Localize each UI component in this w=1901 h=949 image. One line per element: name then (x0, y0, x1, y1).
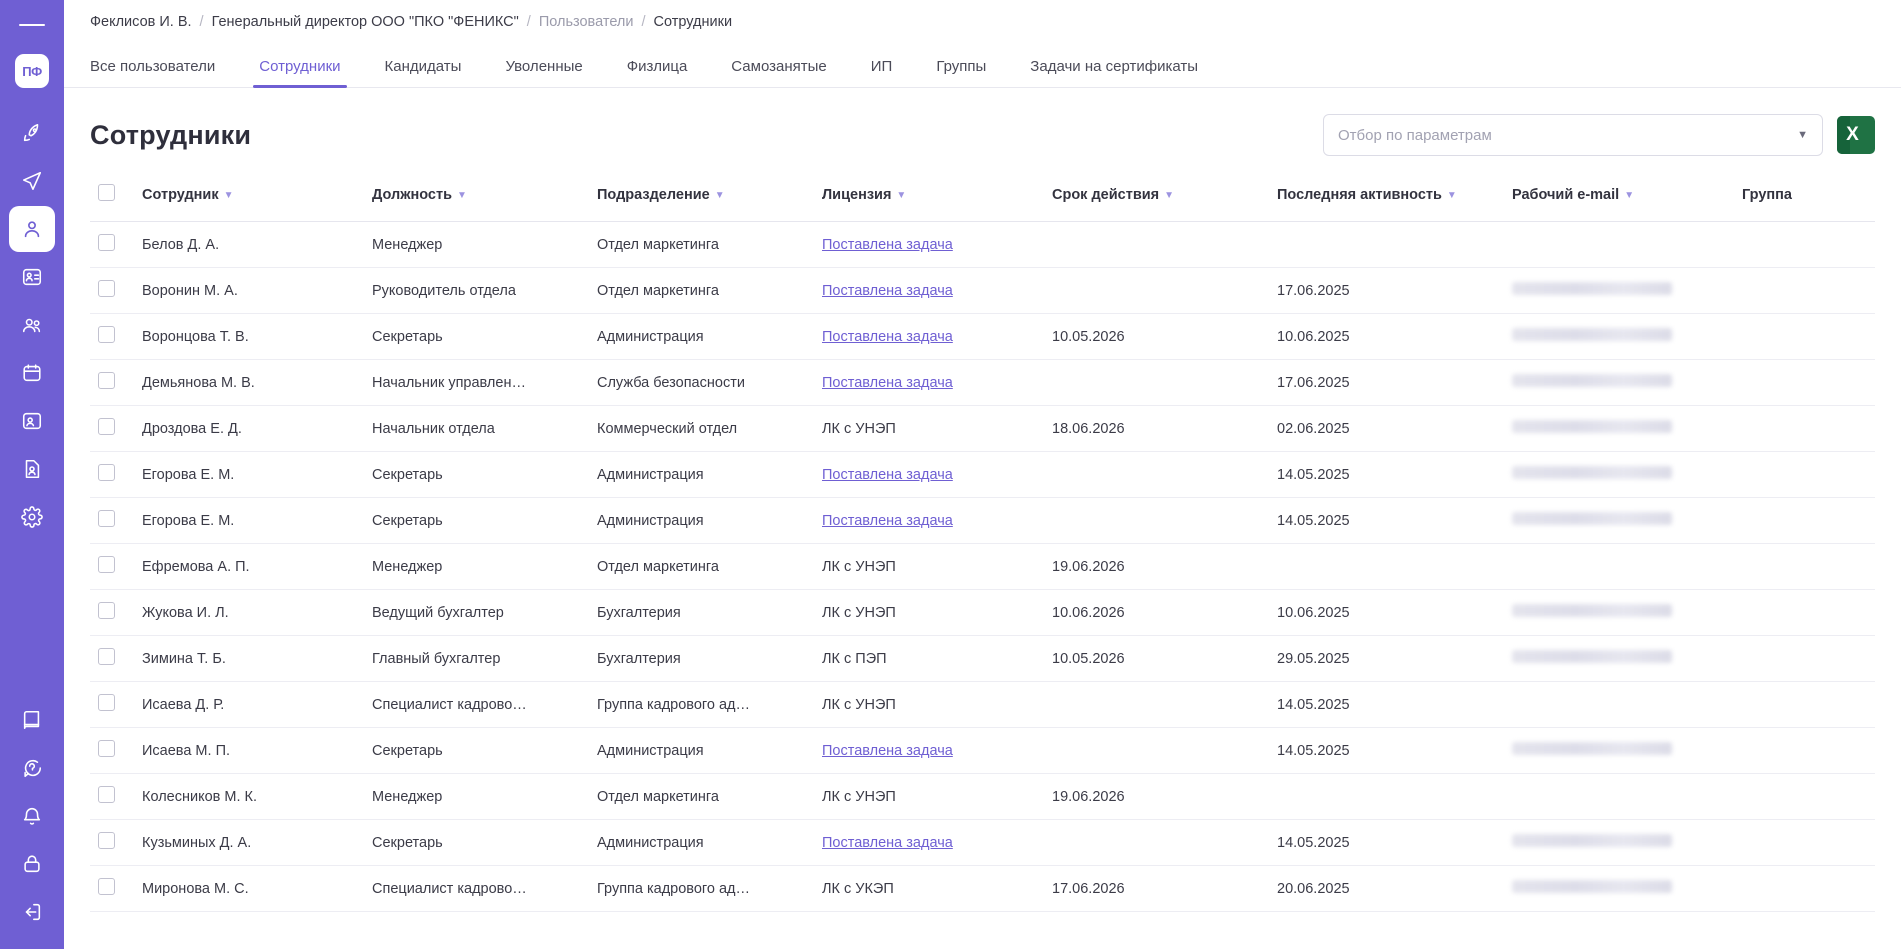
cell-department: Администрация (589, 820, 814, 866)
table-row[interactable] (90, 774, 1875, 820)
breadcrumb-separator-2: / (526, 14, 531, 30)
email-masked (1512, 650, 1672, 663)
table-row[interactable] (90, 682, 1875, 728)
breadcrumb-separator: / (199, 14, 204, 30)
row-select-cell (90, 682, 134, 728)
email-masked (1512, 282, 1672, 295)
cell-last-activity (1269, 544, 1504, 590)
cell-license[interactable] (814, 222, 1044, 268)
cell-license: ЛК с УНЭП (814, 544, 1044, 590)
table-row[interactable] (90, 222, 1875, 268)
cell-term: 19.06.2026 (1044, 774, 1269, 820)
tab-all-users[interactable]: Все пользователи (90, 58, 216, 75)
license-task-link[interactable]: Поставлена задача (822, 328, 953, 345)
cell-email (1504, 544, 1734, 590)
cell-employee-name: Миронова М. С. (134, 866, 364, 912)
cell-group (1734, 452, 1875, 498)
cell-employee-name: Воронин М. А. (134, 268, 364, 314)
chevron-down-icon: ▼ (1797, 129, 1808, 141)
cell-last-activity: 14.05.2025 (1269, 682, 1504, 728)
cell-last-activity: 17.06.2025 (1269, 268, 1504, 314)
row-checkbox[interactable] (98, 786, 115, 803)
cell-term (1044, 360, 1269, 406)
cell-last-activity (1269, 222, 1504, 268)
cell-position: Секретарь (364, 728, 589, 774)
cell-position: Секретарь (364, 314, 589, 360)
cell-department: Администрация (589, 452, 814, 498)
sidebar-item-user-settings[interactable] (9, 398, 55, 444)
cell-employee-name: Исаева Д. Р. (134, 682, 364, 728)
table-row[interactable] (90, 728, 1875, 774)
license-task-link[interactable]: Поставлена задача (822, 236, 953, 253)
cell-department: Служба безопасности (589, 360, 814, 406)
tab-individuals[interactable]: Физлица (626, 58, 688, 75)
tab-self-employed[interactable]: Самозанятые (731, 58, 827, 75)
cell-position: Главный бухгалтер (364, 636, 589, 682)
cell-employee-name: Дроздова Е. Д. (134, 406, 364, 452)
cell-last-activity: 17.06.2025 (1269, 360, 1504, 406)
row-select-cell (90, 452, 134, 498)
breadcrumb-current: Сотрудники (653, 14, 733, 30)
cell-group (1734, 590, 1875, 636)
row-checkbox[interactable] (98, 510, 115, 527)
cell-email (1504, 222, 1734, 268)
row-select-cell (90, 314, 134, 360)
row-select-cell (90, 406, 134, 452)
row-select-cell (90, 774, 134, 820)
cell-license: ЛК с УНЭП (814, 590, 1044, 636)
hamburger-icon[interactable] (17, 14, 47, 36)
cell-group (1734, 820, 1875, 866)
sidebar-item-notifications[interactable] (9, 793, 55, 839)
column-label-license: Лицензия (822, 186, 892, 203)
table-row[interactable] (90, 406, 1875, 452)
cell-group (1734, 866, 1875, 912)
table-row[interactable] (90, 268, 1875, 314)
cell-department: Администрация (589, 728, 814, 774)
cell-department: Группа кадрового ад… (589, 866, 814, 912)
cell-group (1734, 682, 1875, 728)
cell-term: 10.05.2026 (1044, 314, 1269, 360)
cell-email (1504, 774, 1734, 820)
cell-last-activity (1269, 774, 1504, 820)
table-row[interactable] (90, 360, 1875, 406)
cell-position: Менеджер (364, 774, 589, 820)
table-row[interactable] (90, 820, 1875, 866)
email-masked (1512, 328, 1672, 341)
cell-position: Секретарь (364, 452, 589, 498)
email-masked (1512, 466, 1672, 479)
cell-group (1734, 222, 1875, 268)
cell-license: ЛК с УКЭП (814, 866, 1044, 912)
row-select-cell (90, 222, 134, 268)
sidebar-item-settings[interactable] (9, 494, 55, 540)
sidebar-item-calendar[interactable] (9, 350, 55, 396)
row-select-cell (90, 866, 134, 912)
sidebar-item-logout[interactable] (9, 889, 55, 935)
tab-ip[interactable]: ИП (870, 58, 893, 75)
license-task-link[interactable]: Поставлена задача (822, 466, 953, 483)
page-title: Сотрудники (90, 119, 252, 150)
cell-term (1044, 728, 1269, 774)
filter-select[interactable] (1323, 114, 1823, 156)
cell-department: Администрация (589, 314, 814, 360)
cell-group (1734, 360, 1875, 406)
cell-position: Начальник отдела (364, 406, 589, 452)
row-checkbox[interactable] (98, 556, 115, 573)
cell-employee-name: Исаева М. П. (134, 728, 364, 774)
email-masked (1512, 880, 1672, 893)
table-row[interactable] (90, 452, 1875, 498)
sidebar-item-users[interactable] (9, 206, 55, 252)
breadcrumb-separator-3: / (641, 14, 646, 30)
sidebar-item-rocket[interactable] (9, 110, 55, 156)
sidebar-item-document-user[interactable] (9, 446, 55, 492)
license-task-link[interactable]: Поставлена задача (822, 282, 953, 299)
cell-employee-name: Жукова И. Л. (134, 590, 364, 636)
cell-term (1044, 498, 1269, 544)
sort-icon-term[interactable]: ▼ (1164, 189, 1175, 201)
cell-term (1044, 268, 1269, 314)
table-body (90, 222, 1875, 912)
column-header-position[interactable] (364, 174, 589, 222)
sort-icon-activity[interactable]: ▼ (1446, 189, 1457, 201)
header-actions (1323, 114, 1875, 156)
row-select-cell (90, 544, 134, 590)
cell-employee-name: Колесников М. К. (134, 774, 364, 820)
breadcrumb-user[interactable]: Феклисов И. В. (90, 14, 192, 30)
main-area (64, 0, 1901, 949)
cell-email (1504, 314, 1734, 360)
cell-position: Менеджер (364, 222, 589, 268)
excel-icon-label: X (1846, 124, 1859, 145)
cell-email (1504, 590, 1734, 636)
cell-term: 19.06.2026 (1044, 544, 1269, 590)
cell-email (1504, 866, 1734, 912)
email-masked (1512, 834, 1672, 847)
cell-term: 18.06.2026 (1044, 406, 1269, 452)
table-row[interactable] (90, 314, 1875, 360)
cell-employee-name: Егорова Е. М. (134, 498, 364, 544)
table-header-row (90, 174, 1875, 222)
cell-employee-name: Егорова Е. М. (134, 452, 364, 498)
cell-group (1734, 406, 1875, 452)
table-row[interactable] (90, 866, 1875, 912)
row-checkbox[interactable] (98, 602, 115, 619)
breadcrumb-section[interactable]: Пользователи (538, 14, 634, 30)
cell-group (1734, 314, 1875, 360)
cell-position: Начальник управлен… (364, 360, 589, 406)
cell-employee-name: Кузьминых Д. А. (134, 820, 364, 866)
license-task-link[interactable]: Поставлена задача (822, 742, 953, 759)
row-checkbox[interactable] (98, 878, 115, 895)
app-logo[interactable]: ПФ (15, 54, 49, 88)
cell-group (1734, 636, 1875, 682)
cell-license[interactable] (814, 728, 1044, 774)
cell-department: Группа кадрового ад… (589, 682, 814, 728)
cell-employee-name: Ефремова А. П. (134, 544, 364, 590)
cell-term: 10.06.2026 (1044, 590, 1269, 636)
column-label-group: Группа (1742, 186, 1792, 203)
page-header (90, 88, 1875, 174)
cell-term: 10.05.2026 (1044, 636, 1269, 682)
sidebar (0, 0, 64, 949)
cell-email (1504, 728, 1734, 774)
cell-last-activity: 20.06.2025 (1269, 866, 1504, 912)
cell-license[interactable] (814, 820, 1044, 866)
cell-email (1504, 452, 1734, 498)
cell-position: Ведущий бухгалтер (364, 590, 589, 636)
cell-position: Менеджер (364, 544, 589, 590)
row-select-cell (90, 820, 134, 866)
row-select-cell (90, 498, 134, 544)
cell-email (1504, 820, 1734, 866)
cell-term (1044, 222, 1269, 268)
sort-icon-position[interactable]: ▼ (457, 189, 467, 201)
cell-department: Отдел маркетинга (589, 268, 814, 314)
tab-candidates[interactable]: Кандидаты (384, 58, 462, 75)
row-checkbox[interactable] (98, 234, 115, 251)
sort-icon-department[interactable]: ▼ (714, 189, 725, 201)
license-task-link[interactable]: Поставлена задача (822, 374, 953, 391)
employees-table (90, 174, 1875, 912)
sidebar-item-lock[interactable] (9, 841, 55, 887)
column-label-department: Подразделение (597, 186, 710, 203)
sidebar-item-user-card[interactable] (9, 254, 55, 300)
employees-table-wrapper (90, 174, 1875, 949)
column-label-activity: Последняя активность (1277, 186, 1442, 203)
cell-position: Секретарь (364, 498, 589, 544)
cell-position: Специалист кадрово… (364, 682, 589, 728)
cell-last-activity: 10.06.2025 (1269, 590, 1504, 636)
breadcrumb (64, 0, 1901, 44)
cell-group (1734, 498, 1875, 544)
cell-term: 17.06.2026 (1044, 866, 1269, 912)
cell-employee-name: Демьянова М. В. (134, 360, 364, 406)
cell-email (1504, 498, 1734, 544)
cell-department: Коммерческий отдел (589, 406, 814, 452)
row-checkbox[interactable] (98, 464, 115, 481)
sidebar-item-book[interactable] (9, 697, 55, 743)
table-row[interactable] (90, 636, 1875, 682)
sidebar-item-people[interactable] (9, 302, 55, 348)
select-all-checkbox[interactable] (98, 184, 115, 201)
cell-last-activity: 14.05.2025 (1269, 728, 1504, 774)
column-label-employee: Сотрудник (142, 186, 219, 203)
email-masked (1512, 374, 1672, 387)
column-label-position: Должность (372, 186, 452, 203)
cell-department: Бухгалтерия (589, 636, 814, 682)
row-checkbox[interactable] (98, 832, 115, 849)
column-header-group[interactable] (1734, 174, 1875, 222)
cell-position: Секретарь (364, 820, 589, 866)
row-select-cell (90, 590, 134, 636)
cell-license[interactable] (814, 360, 1044, 406)
license-task-link[interactable]: Поставлена задача (822, 512, 953, 529)
cell-last-activity: 02.06.2025 (1269, 406, 1504, 452)
cell-term (1044, 682, 1269, 728)
row-checkbox[interactable] (98, 372, 115, 389)
sort-icon-email[interactable]: ▼ (1624, 189, 1635, 201)
row-checkbox[interactable] (98, 648, 115, 665)
row-select-cell (90, 360, 134, 406)
cell-email (1504, 682, 1734, 728)
cell-employee-name: Белов Д. А. (134, 222, 364, 268)
cell-last-activity: 29.05.2025 (1269, 636, 1504, 682)
row-checkbox[interactable] (98, 740, 115, 757)
column-label-term: Срок действия (1052, 186, 1160, 203)
cell-group (1734, 728, 1875, 774)
cell-last-activity: 14.05.2025 (1269, 820, 1504, 866)
email-masked (1512, 420, 1672, 433)
sidebar-item-paper-plane[interactable] (9, 158, 55, 204)
cell-department: Отдел маркетинга (589, 544, 814, 590)
cell-license[interactable] (814, 452, 1044, 498)
cell-position: Руководитель отдела (364, 268, 589, 314)
cell-employee-name: Зимина Т. Б. (134, 636, 364, 682)
tab-groups[interactable]: Группы (936, 58, 987, 75)
page-content (64, 88, 1901, 949)
cell-email (1504, 636, 1734, 682)
email-masked (1512, 604, 1672, 617)
cell-license: ЛК с УНЭП (814, 406, 1044, 452)
column-header-license[interactable] (814, 174, 1044, 222)
cell-term (1044, 820, 1269, 866)
table-row[interactable] (90, 498, 1875, 544)
cell-license[interactable] (814, 314, 1044, 360)
row-checkbox[interactable] (98, 418, 115, 435)
cell-license: ЛК с ПЭП (814, 636, 1044, 682)
column-header-email[interactable] (1504, 174, 1734, 222)
column-label-email: Рабочий e-mail (1512, 186, 1620, 203)
row-checkbox[interactable] (98, 280, 115, 297)
excel-export-button[interactable] (1837, 116, 1875, 154)
cell-last-activity: 14.05.2025 (1269, 498, 1504, 544)
table-row[interactable] (90, 544, 1875, 590)
email-masked (1512, 742, 1672, 755)
cell-email (1504, 360, 1734, 406)
cell-department: Отдел маркетинга (589, 774, 814, 820)
column-header-term[interactable] (1044, 174, 1269, 222)
column-header-activity[interactable] (1269, 174, 1504, 222)
cell-license[interactable] (814, 268, 1044, 314)
tab-employees[interactable]: Сотрудники (237, 58, 362, 87)
cell-group (1734, 268, 1875, 314)
table-row[interactable] (90, 590, 1875, 636)
cell-position: Специалист кадрово… (364, 866, 589, 912)
sort-icon-license[interactable]: ▼ (896, 189, 907, 201)
column-header-employee[interactable] (134, 174, 364, 222)
license-task-link[interactable]: Поставлена задача (822, 834, 953, 851)
row-select-cell (90, 728, 134, 774)
cell-department: Отдел маркетинга (589, 222, 814, 268)
sidebar-item-support-chat[interactable] (9, 745, 55, 791)
filter-placeholder: Отбор по параметрам (1338, 126, 1492, 144)
tab-dismissed[interactable]: Уволенные (505, 58, 583, 75)
cell-last-activity: 14.05.2025 (1269, 452, 1504, 498)
cell-license: ЛК с УНЭП (814, 774, 1044, 820)
cell-department: Администрация (589, 498, 814, 544)
breadcrumb-org[interactable]: Генеральный директор ООО "ПКО "ФЕНИКС" (211, 14, 519, 30)
tab-certificate-tasks[interactable]: Задачи на сертификаты (1030, 58, 1198, 75)
row-checkbox[interactable] (98, 694, 115, 711)
email-masked (1512, 512, 1672, 525)
row-select-cell (90, 268, 134, 314)
table-header (90, 174, 1875, 222)
cell-group (1734, 774, 1875, 820)
cell-group (1734, 544, 1875, 590)
cell-department: Бухгалтерия (589, 590, 814, 636)
cell-last-activity: 10.06.2025 (1269, 314, 1504, 360)
cell-term (1044, 452, 1269, 498)
cell-email (1504, 268, 1734, 314)
tab-bar (64, 44, 1901, 88)
cell-employee-name: Воронцова Т. В. (134, 314, 364, 360)
select-all-cell (90, 174, 134, 222)
cell-license: ЛК с УНЭП (814, 682, 1044, 728)
row-checkbox[interactable] (98, 326, 115, 343)
cell-email (1504, 406, 1734, 452)
column-header-department[interactable] (589, 174, 814, 222)
cell-license[interactable] (814, 498, 1044, 544)
row-select-cell (90, 636, 134, 682)
sort-icon-employee[interactable]: ▼ (223, 189, 234, 201)
